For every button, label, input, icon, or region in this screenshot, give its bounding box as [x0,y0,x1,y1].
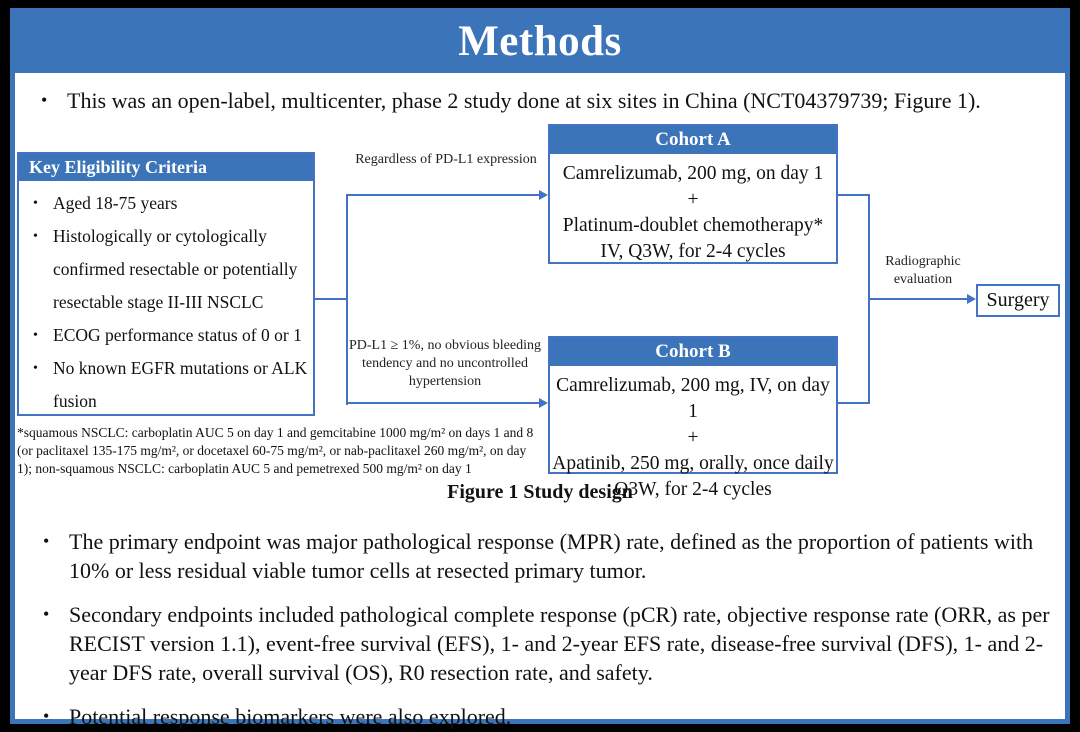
connector-eligibility-stub [313,298,348,300]
cohort-a-line: IV, Q3W, for 2-4 cycles [600,241,786,262]
eligibility-list [19,187,313,418]
connector-cohort-a-stub [837,194,870,196]
cohort-a-header: Cohort A [550,126,836,154]
eligibility-item-text: No known EGFR mutations or ALK fusion [53,358,308,411]
cohort-a-box [548,124,838,264]
intro-bullet [15,73,1065,115]
radiographic-evaluation-label: Radiographic evaluation [885,254,961,287]
endpoint-bullets [15,527,1065,731]
bullet-text: Potential response biomarkers were also explored. [69,704,512,729]
bullet-icon: • [33,196,38,211]
bullet-icon: • [33,328,38,343]
eligibility-item-text: Histologically or cytologically confirmed resectable or potentially resectable stage II-III NSCLC [53,226,298,312]
bullet-text: Secondary endpoints included pathological complete response (pCR) rate, objective response rate (ORR, as per RECIST version 1.1), event-free survival (EFS), 1- and 2-year EFS rate, disease-free survival (DFS), 1- and 2-year DFS rate, overall survival (OS), R0 resection rate, and safety. [69,602,1050,685]
bullet-icon: • [43,604,50,624]
bullet-item-primary-endpoint [41,527,1055,585]
eligibility-item-text: Aged 18-75 years [53,193,178,213]
connector-arrow-surgery [868,298,970,300]
title-bar [15,13,1065,73]
cohort-b-line: Q3W, for 2-4 cycles [614,479,772,500]
eligibility-item [29,319,309,352]
bullet-icon: • [33,229,38,244]
chemotherapy-footnote: *squamous NSCLC: carboplatin AUC 5 on day 1 and gemcitabine 1000 mg/m² on days 1 and 8 (or paclitaxel 135-175 mg/m², or docetaxel 60-75 mg/m², or nab-paclitaxel 260 mg/m², on day 1); non-squamous NSCLC: carboplatin AUC 5 and pemetrexed 500 mg/m² on day 1 [17,425,534,476]
bullet-icon: • [43,706,50,726]
arrowhead-surgery [967,294,976,304]
bullet-icon: • [41,90,48,110]
cohort-b-line: Camrelizumab, 200 mg, IV, on day 1 [556,375,830,422]
cohort-b-box [548,336,838,500]
arrow-label-top: Regardless of PD-L1 expression [355,152,537,167]
eligibility-item [29,187,309,220]
arrowhead-cohort-b [539,398,548,408]
intro-bullet-text: This was an open-label, multicenter, phase 2 study done at six sites in China (NCT04379739; Figure 1). [67,88,981,113]
bullet-text: The primary endpoint was major pathological response (MPR) rate, defined as the proportion of patients with 10% or less residual viable tumor cells at resected primary tumor. [69,529,1034,583]
connector-arrow-cohort-a [346,194,542,196]
connector-cohort-b-stub [837,402,870,404]
bullet-icon: • [33,361,38,376]
bullet-icon: • [43,531,50,551]
eligibility-item [29,220,309,319]
bullet-item-secondary-endpoints [41,600,1055,687]
eligibility-header: Key Eligibility Criteria [19,154,313,181]
figure-caption: Figure 1 Study design [447,481,633,503]
cohort-a-line: Platinum-doublet chemotherapy* [562,215,824,236]
eligibility-box [17,152,315,416]
cohort-b-line: Apatinib, 250 mg, orally, once daily [552,453,834,474]
cohort-a-line: Camrelizumab, 200 mg, on day 1 [562,163,824,184]
page-title: Methods [458,18,622,65]
plus-sign: + [687,427,699,448]
plus-sign: + [687,189,699,210]
study-design-diagram [15,117,1065,517]
surgery-box [976,284,1060,317]
cohort-b-header: Cohort B [550,338,836,366]
slide-content [15,73,1065,731]
eligibility-item [29,352,309,418]
cohort-a-body [550,154,836,265]
surgery-label: Surgery [986,289,1050,311]
connector-arrow-cohort-b [346,402,542,404]
arrow-label-bottom: PD-L1 ≥ 1%, no obvious bleeding tendency and no uncontrolled hypertension [348,338,541,389]
bullet-item-biomarkers [41,702,1055,731]
eligibility-item-text: ECOG performance status of 0 or 1 [53,325,302,345]
slide [10,8,1070,729]
arrowhead-cohort-a [539,190,548,200]
